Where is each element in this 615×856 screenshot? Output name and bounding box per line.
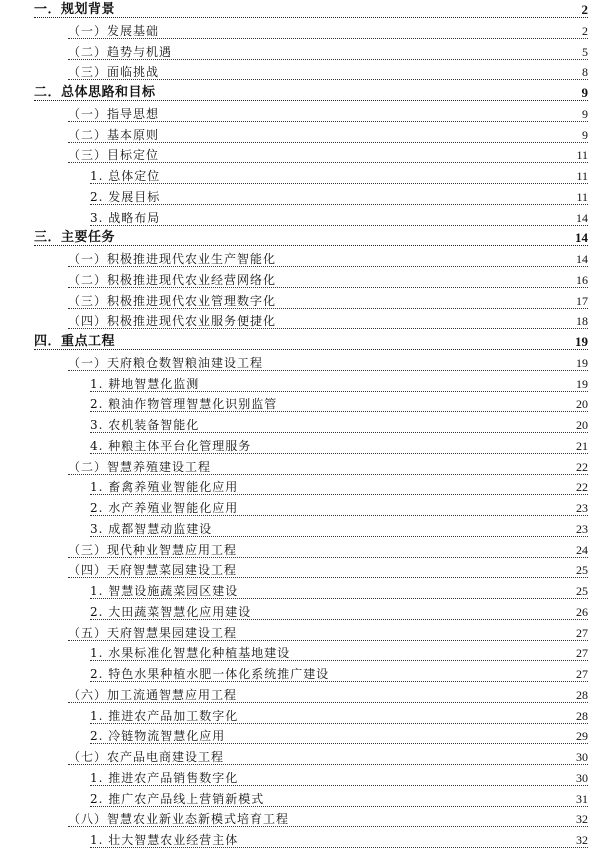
- toc-entry[interactable]: [68, 42, 588, 60]
- toc-entry-page: 29: [576, 729, 588, 744]
- toc-entry-title: 四．重点工程: [34, 334, 116, 349]
- toc-entry[interactable]: [90, 187, 588, 205]
- toc-entry-page: 32: [576, 833, 588, 847]
- toc-entry-page: 19: [576, 355, 588, 370]
- toc-entry-title: 1. 智慧设施蔬菜园区建设: [90, 584, 239, 598]
- toc-entry-page: 19: [575, 334, 588, 349]
- toc-entry-title: （三）现代种业智慧应用工程: [68, 542, 238, 557]
- toc-entry-title: （一）积极推进现代农业生产智能化: [68, 252, 277, 266]
- toc-entry-title: 4. 种粮主体平台化管理服务: [90, 438, 252, 453]
- toc-entry-title: 2. 水产养殖业智能化应用: [90, 501, 239, 515]
- toc-entry-page: 27: [576, 625, 588, 640]
- toc-entry[interactable]: [68, 125, 588, 143]
- toc-entry-title: 1. 总体定位: [90, 169, 161, 183]
- toc-entry-page: 14: [576, 210, 588, 225]
- toc-entry-title: （二）积极推进现代农业经营网络化: [68, 272, 277, 287]
- toc-entry[interactable]: [90, 581, 588, 599]
- toc-entry[interactable]: [90, 706, 588, 724]
- toc-entry-title: 1. 水果标准化智慧化种植基地建设: [90, 646, 291, 661]
- toc-entry[interactable]: [68, 685, 588, 703]
- toc-entry-page: 28: [576, 708, 588, 723]
- toc-entry-title: 3. 战略布局: [90, 210, 161, 225]
- toc-entry[interactable]: [68, 21, 588, 39]
- toc-entry[interactable]: [90, 394, 588, 412]
- toc-entry[interactable]: [90, 726, 588, 744]
- toc-entry-title: 3. 成都智慧动监建设: [90, 521, 213, 536]
- toc-entry[interactable]: [68, 249, 588, 267]
- toc-entry-page: 16: [576, 272, 588, 287]
- toc-entry[interactable]: [90, 519, 588, 537]
- toc-entry-title: 1. 壮大智慧农业经营主体: [90, 833, 239, 847]
- toc-entry-page: 23: [576, 501, 588, 515]
- toc-entry-title: （一）发展基础: [68, 23, 160, 38]
- toc-entry[interactable]: [90, 436, 588, 454]
- toc-entry-title: 3. 农机装备智能化: [90, 418, 200, 432]
- toc-entry-title: （三）面临挑战: [68, 65, 160, 80]
- toc-entry-page: 27: [576, 667, 588, 681]
- toc-entry-title: 1. 推进农产品加工数字化: [90, 708, 239, 723]
- toc-entry-page: 9: [582, 106, 588, 121]
- toc-entry-page: 26: [576, 604, 588, 619]
- toc-entry-page: 27: [576, 646, 588, 661]
- toc-entry-page: 9: [582, 127, 588, 142]
- toc-entry-page: 2: [582, 23, 588, 38]
- toc-entry[interactable]: [90, 374, 588, 392]
- toc-entry-page: 22: [576, 480, 588, 495]
- toc-entry-page: 20: [576, 397, 588, 412]
- toc-entry-title: 2. 发展目标: [90, 189, 161, 204]
- toc-entry-title: 2. 冷链物流智慧化应用: [90, 729, 226, 744]
- toc-entry-title: （四）天府智慧菜园建设工程: [68, 563, 238, 578]
- toc-entry-page: 20: [576, 418, 588, 432]
- toc-entry-page: 32: [576, 812, 588, 827]
- toc-entry-title: 2. 特色水果种植水肥一体化系统推广建设: [90, 667, 330, 681]
- toc-entry[interactable]: [90, 208, 588, 226]
- toc-entry[interactable]: [90, 602, 588, 620]
- toc-entry-page: 24: [576, 542, 588, 557]
- toc-entry-page: 22: [576, 459, 588, 474]
- toc-entry[interactable]: [68, 623, 588, 641]
- toc-entry-title: （二）基本原则: [68, 127, 160, 142]
- toc-entry-title: （七）农产品电商建设工程: [68, 750, 225, 764]
- toc-entry-page: 25: [576, 563, 588, 578]
- toc-entry[interactable]: [68, 104, 588, 122]
- toc-entry-title: （二）智慧养殖建设工程: [68, 459, 212, 474]
- toc-entry[interactable]: [90, 498, 588, 516]
- toc-entry-page: 28: [576, 687, 588, 702]
- toc-entry[interactable]: [34, 83, 588, 101]
- toc-entry[interactable]: [90, 789, 588, 807]
- toc-entry-title: 1. 推进农产品销售数字化: [90, 770, 239, 785]
- toc-entry-title: 2. 粮油作物管理智慧化识别监管: [90, 397, 278, 412]
- toc-entry-page: 2: [581, 2, 588, 17]
- toc-entry[interactable]: [68, 311, 588, 329]
- toc-entry[interactable]: [68, 270, 588, 288]
- toc-entry-title: （四）积极推进现代农业服务便捷化: [68, 314, 277, 329]
- toc-entry[interactable]: [34, 0, 588, 18]
- toc-entry[interactable]: [68, 353, 588, 371]
- toc-entry-title: 2. 推广农产品线上营销新模式: [90, 791, 265, 806]
- toc-entry[interactable]: [34, 332, 588, 350]
- toc-entry-title: 1. 畜禽养殖业智能化应用: [90, 480, 239, 495]
- toc-entry-page: 21: [576, 438, 588, 453]
- toc-entry-page: 14: [576, 252, 588, 266]
- toc-entry-page: 30: [576, 750, 588, 764]
- toc-entry-title: （五）天府智慧果园建设工程: [68, 625, 238, 640]
- toc-entry-page: 17: [576, 293, 588, 308]
- toc-entry[interactable]: [68, 457, 588, 475]
- toc-entry[interactable]: [90, 664, 588, 682]
- toc-entry[interactable]: [68, 291, 588, 309]
- toc-entry[interactable]: [68, 560, 588, 578]
- toc-entry[interactable]: [68, 62, 588, 80]
- toc-entry-page: 11: [576, 189, 588, 204]
- toc-entry[interactable]: [68, 809, 588, 827]
- toc-entry[interactable]: [90, 643, 588, 661]
- toc-entry-title: （三）积极推进现代农业管理数字化: [68, 293, 277, 308]
- toc-entry[interactable]: [68, 747, 588, 765]
- toc-entry-page: 23: [576, 521, 588, 536]
- toc-entry-title: 2. 大田蔬菜智慧化应用建设: [90, 604, 252, 619]
- toc-entry-page: 31: [576, 791, 588, 806]
- toc-entry[interactable]: [68, 145, 588, 163]
- toc-entry-title: （三）目标定位: [68, 148, 160, 163]
- toc-entry-page: 8: [582, 65, 588, 80]
- toc-entry[interactable]: [90, 477, 588, 495]
- toc-entry[interactable]: [68, 540, 588, 558]
- toc-entry-title: 二．总体思路和目标: [34, 85, 156, 100]
- toc-entry-title: （六）加工流通智慧应用工程: [68, 687, 238, 702]
- toc-entry-title: （一）天府粮仓数智粮油建设工程: [68, 355, 264, 370]
- toc-entry-title: （二）趋势与机遇: [68, 44, 173, 59]
- toc-entry[interactable]: [90, 768, 588, 786]
- toc-entry[interactable]: [90, 415, 588, 433]
- toc-entry[interactable]: [34, 228, 588, 246]
- toc-entry-title: 三．主要任务: [34, 230, 116, 246]
- toc-entry-page: 18: [576, 314, 588, 329]
- toc-entry[interactable]: [90, 166, 588, 184]
- toc-entry[interactable]: [90, 830, 588, 848]
- toc-entry-title: 1. 耕地智慧化监测: [90, 376, 200, 391]
- toc-entry-page: 19: [576, 376, 588, 391]
- toc-entry-title: （一）指导思想: [68, 106, 160, 121]
- toc-entry-page: 14: [575, 230, 588, 246]
- toc-entry-page: 25: [576, 584, 588, 598]
- toc-entry-page: 30: [576, 770, 588, 785]
- toc-entry-page: 5: [582, 44, 588, 59]
- toc-entry-page: 9: [581, 85, 588, 100]
- toc-entry-title: （八）智慧农业新业态新模式培育工程: [68, 812, 290, 827]
- toc-entry-title: 一．规划背景: [34, 2, 116, 17]
- toc-entry-page: 11: [576, 169, 588, 183]
- toc-entry-page: 11: [576, 148, 588, 163]
